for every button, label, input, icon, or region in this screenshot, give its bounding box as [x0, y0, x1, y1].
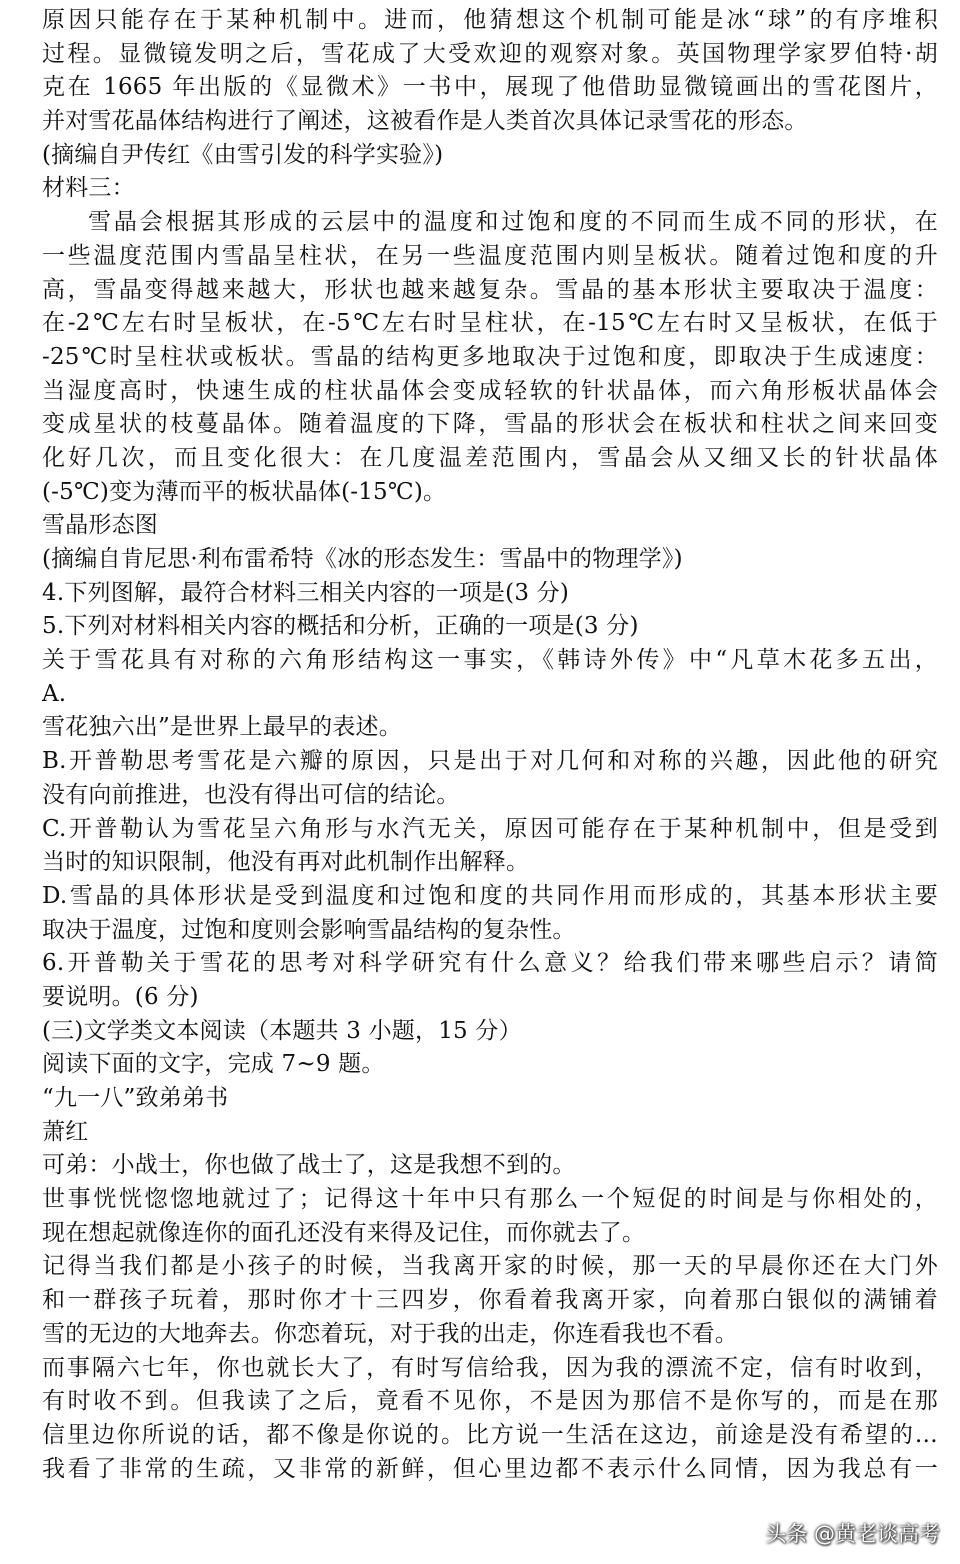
text-line: 没有向前推进，也没有得出可信的结论。 — [42, 781, 460, 808]
text-line: 当时的知识限制，他没有再对此机制作出解释。 — [42, 849, 530, 876]
text-line: 世事恍恍惚惚地就过了；记得这十年中只有那么一个短促的时间是与你相处的， — [42, 1186, 938, 1213]
text-line: C.开普勒认为雪花呈六角形与水汽无关，原因可能存在于某种机制中，但是受到 — [42, 815, 938, 842]
text-line: -25℃时呈柱状或板状。雪晶的结构更多地取决于过饱和度，即取决于生成速度： — [42, 343, 938, 370]
text-line: 关于雪花具有对称的六角形结构这一事实，《韩诗外传》中“凡草木花多五出， — [42, 647, 938, 674]
text-line: 4.下列图解，最符合材料三相关内容的一项是(3 分) — [42, 579, 570, 606]
text-line: 雪晶形态图 — [42, 512, 158, 539]
text-line: 有时收不到。但我读了之后，竟看不见你，不是因为那信不是你写的，而是在那 — [42, 1388, 938, 1415]
text-line: 5.下列对材料相关内容的概括和分析，正确的一项是(3 分) — [42, 613, 639, 640]
text-line: 萧红 — [42, 1118, 89, 1145]
text-line: 而事隔六七年，你也就长大了，有时写信给我，因为我的漂流不定，信有时收到， — [42, 1354, 938, 1381]
text-line: 原因只能存在于某种机制中。进而，他猜想这个机制可能是冰“球”的有序堆积 — [42, 7, 938, 33]
text-line: 可弟：小战士，你也做了战士了，这是我想不到的。 — [42, 1152, 576, 1179]
text-line: D.雪晶的具体形状是受到温度和过饱和度的共同作用而形成的，其基本形状主要 — [42, 882, 938, 909]
text-line: 并对雪花晶体结构进行了阐述，这被看作是人类首次具体记录雪花的形态。 — [42, 108, 808, 135]
text-line: 记得当我们都是小孩子的时候，当我离开家的时候，那一天的早晨你还在大门外 — [42, 1253, 938, 1280]
text-line: 6.开普勒关于雪花的思考对科学研究有什么意义？给我们带来哪些启示？请简 — [42, 950, 938, 977]
text-line: 雪花独六出”是世界上最早的表述。 — [42, 714, 402, 741]
text-line: 一些温度范围内雪晶呈柱状，在另一些温度范围内则呈板状。随着过饱和度的升 — [42, 242, 938, 269]
text-line: 克在 1665 年出版的《显微术》一书中，展现了他借助显微镜画出的雪花图片， — [42, 74, 938, 101]
document-page — [42, 4, 938, 1486]
text-line: 雪晶会根据其形成的云层中的温度和过饱和度的不同而生成不同的形状，在 — [88, 209, 938, 236]
text-line: 材料三： — [42, 175, 135, 202]
text-line: 我看了非常的生疏，又非常的新鲜，但心里边都不表示什么同情，因为我总有一 — [42, 1455, 938, 1482]
text-line: A. — [42, 680, 67, 707]
text-line: 在-2℃左右时呈板状，在-5℃左右时呈柱状，在-15℃左右时又呈板状，在低于 — [42, 310, 938, 337]
text-line: (三)文学类文本阅读（本题共 3 小题，15 分） — [42, 1017, 522, 1044]
text-line: 当湿度高时，快速生成的柱状晶体会变成轻软的针状晶体，而六角形板状晶体会 — [42, 377, 938, 404]
text-line: 要说明。(6 分) — [42, 983, 199, 1010]
text-line: (摘编自肯尼思·利布雷希特《冰的形态发生：雪晶中的物理学》) — [42, 546, 683, 572]
text-line: 过程。显微镜发明之后，雪花成了大受欢迎的观察对象。英国物理学家罗伯特·胡 — [42, 40, 938, 67]
text-line: 阅读下面的文字，完成 7~9 题。 — [42, 1051, 385, 1078]
text-line: 现在想起就像连你的面孔还没有来得及记住，而你就去了。 — [42, 1219, 646, 1246]
text-line: 信里边你所说的话，都不像是你说的。比方说一生活在这边，前途是没有希望的… — [42, 1421, 938, 1448]
text-line: 变成星状的枝蔓晶体。随着温度的下降，雪晶的形状会在板状和柱状之间来回变 — [42, 411, 938, 438]
text-line: (-5℃)变为薄而平的板状晶体(-15℃)。 — [42, 478, 447, 505]
text-line: 取决于温度，过饱和度则会影响雪晶结构的复杂性。 — [42, 916, 576, 943]
text-line: 化好几次，而且变化很大：在几度温差范围内，雪晶会从又细又长的针状晶体 — [42, 444, 938, 471]
text-line: 高，雪晶变得越来越大，形状也越来越复杂。雪晶的基本形状主要取决于温度： — [42, 276, 938, 303]
text-line: “九一八”致弟弟书 — [42, 1085, 229, 1111]
text-line: 雪的无边的大地奔去。你恋着玩，对于我的出走，你连看我也不看。 — [42, 1320, 738, 1347]
text-line: (摘编自尹传红《由雪引发的科学实验》) — [42, 141, 444, 168]
text-line: 和一群孩子玩着，那时你才十三四岁，你看着我离开家，向着那白银似的满铺着 — [42, 1287, 938, 1314]
text-line: B.开普勒思考雪花是六瓣的原因，只是出于对几何和对称的兴趣，因此他的研究 — [42, 748, 938, 775]
watermark: 头条 @黄老谈高考 — [765, 1522, 940, 1546]
